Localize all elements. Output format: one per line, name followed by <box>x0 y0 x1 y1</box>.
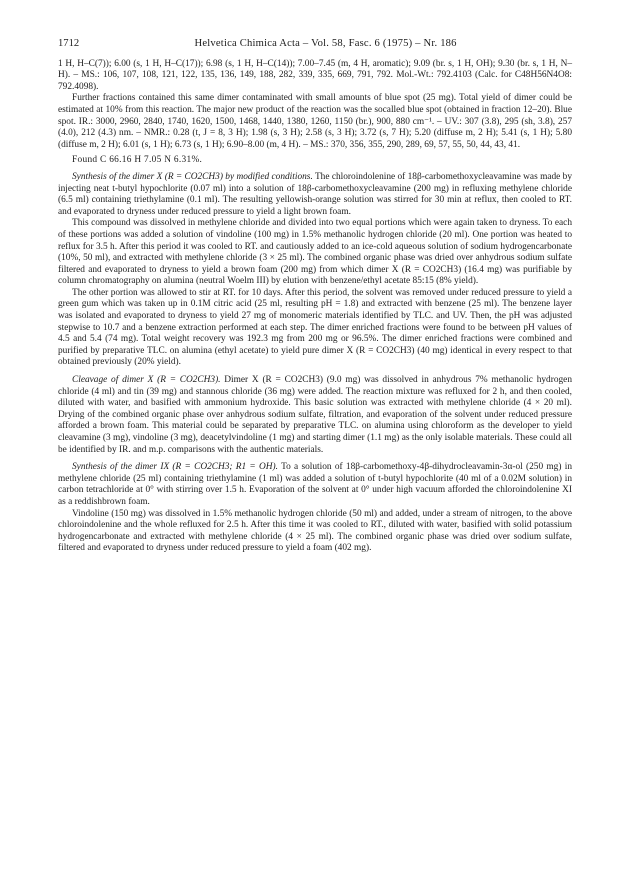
vindoline-coupling-paragraph: This compound was dissolved in methylene chloride and divided into two equal portions which were again taken to dryness. To each of these portions was added a solution of vindoline (100 mg) in 1.5% methanolic hydrogen chloride (20 ml). One portion was heated to reflux for 3.5 h. After this period it was cooled to RT. and cautiously added to an ice-cold aqueous solution of sodium hydrogencarbonate (10%, 50 ml), and extracted with methylene chloride (3 × 25 ml). The combined organic phase was dried over anhydrous sodium sulfate filtered and evaporated to dryness to yield a brown foam (200 mg) from which dimer X (R = CO2CH3) (16.4 mg) was purifiable by column chromatography on alumina (neutral Woelm III) by elution with benzene/ethyl acetate 85:15 (8% yield). <box>58 218 572 287</box>
page-number: 1712 <box>58 38 80 49</box>
paper-page <box>58 38 572 555</box>
section-heading-dimer-ix: Synthesis of the dimer IX (R = CO2CH3; R1 = OH). <box>72 462 278 473</box>
section-heading-modified-synthesis: Synthesis of the dimer X (R = CO2CH3) by modified conditions. <box>72 171 313 182</box>
vindoline-reflux-paragraph: Vindoline (150 mg) was dissolved in 1.5% methanolic hydrogen chloride (50 ml) and added, under a stream of nitrogen, to the above chloroindolenine and the whole refluxed for 2.5 h. After this time it was cooled to RT., diluted with water, basified with solid potassium hydrogencarbonate and extracted with methylene chloride (4 × 25 ml). The combined organic phase was dried over sodium sulfate, filtered and evaporated to dryness under reduced pressure to yield a foam (402 mg). <box>58 508 572 554</box>
cleavage-text: Dimer X (R = CO2CH3) (9.0 mg) was dissolved in anhydrous 7% methanolic hydrogen chloride (4 ml) and tin (39 mg) and stannous chloride (36 mg) were added. The reaction mixture was refluxed for 2 h, and then cooled, diluted with water, and basified with ammonium hydroxide. This basic solution was extracted with methylene chloride (4 × 20 ml). Drying of the combined organic phase over anhydrous sodium sulfate, filtration, and evaporation of the solvent under reduced pressure afforded a brown foam. This material could be separated by preparative TLC. on alumina using chloroform as the developer to yield cleavamine (3 mg), vindoline (3 mg), deacetylvindoline (1 mg) and starting dimer (1.1 mg) as the only isolable materials. These could all be identified by IR. and m.p. comparisons with the authentic materials. <box>58 375 573 455</box>
running-header <box>58 38 572 50</box>
modified-synthesis-text: The chloroindolenine of 18β-carbomethoxycleavamine was made by injecting neat t-butyl hypochlorite (0.07 ml) into a solution of 18β-carbomethoxycleavamine (200 mg) in refluxing methylene chloride (6.5 ml) containing triethylamine (0.1 ml). The resulting yellowish-orange solution was stirred for 30 min at reflux, then cooled to RT. and evaporated to dryness under reduced pressure to yield a light brown foam. <box>58 171 572 217</box>
dimer-ix-text: To a solution of 18β-carbomethoxy-4β-dihydrocleavamin-3α-ol (250 mg) in methylene chloride (25 ml) containing triethylamine (1 ml) was added a solution of t-butyl hypochlorite (40 ml of a 0.02M solution) in carbon tetrachloride at 0° with stirring over 1.5 h. Evaporation of the solvent at 0° under high vacuum afforded the chloroindolenine XI as a reddishbrown foam. <box>58 462 572 507</box>
second-portion-paragraph: The other portion was allowed to stir at RT. for 10 days. After this period, the solvent was removed under reduced pressure to yield a green gum which was taken up in 0.1M citric acid (25 ml, resulting pH = 1.8) and extracted with benzene (25 ml). The benzene layer was isolated and evaporated to dryness to yield 27 mg of monomeric materials identified by TLC. and UV. Then, the pH was adjusted stepwise to 10.7 and a benzene extraction performed at each step. The dimer enriched fractions were found to be between pH values of 4.5 and 5.4 (74 mg). Total weight recovery was 192.3 mg from 200 mg or 96.5%. The dimer enriched fractions were combined and purified by preparative TLC. on alumina (ethyl acetate) to yield pure dimer X (R = CO2CH3) (40 mg) identical in every respect to that obtained previously (20% yield). <box>58 287 572 368</box>
nmr-ms-data-paragraph: 1 H, H–C(7)); 6.00 (s, 1 H, H–C(17)); 6.98 (s, 1 H, H–C(14)); 7.00–7.45 (m, 4 H, aromatic); 9.09 (br. s, 1 H, OH); 9.30 (br. s, 1 H, N–H). – MS.: 106, 107, 108, 121, 122, 135, 136, 149, 188, 282, 339, 335, 669, 791, 792. Mol.-Wt.: 792.4103 (Calc. for C48H56N4O8: 792.4098). <box>58 58 572 92</box>
journal-title: Helvetica Chimica Acta – Vol. 58, Fasc. 6 (1975) – Nr. 186 <box>194 38 457 49</box>
cleavage-paragraph <box>58 375 572 456</box>
modified-synthesis-paragraph <box>58 172 572 218</box>
section-heading-cleavage: Cleavage of dimer X (R = CO2CH3). <box>72 375 221 386</box>
dimer-ix-paragraph <box>58 462 572 508</box>
blue-spot-paragraph: Further fractions contained this same dimer contaminated with small amounts of blue spot (25 mg). Total yield of dimer could be estimated at 10% from this reaction. The major new product of the reaction was the socalled blue spot (obtained in fraction 12–20). Blue spot. IR.: 3000, 2960, 2840, 1740, 1620, 1500, 1468, 1440, 1380, 1260, 1150 (br.), 900, 880 cm⁻¹. – UV.: 307 (3.8), 295 (sh, 3.8), 257 (4.0), 212 (4.3) nm. – NMR.: 0.28 (t, J = 8, 3 H); 1.98 (s, 3 H); 2.58 (s, 3 H); 3.72 (s, 7 H); 5.20 (diffuse m, 2 H); 5.41 (s, 1 H); 5.80 (diffuse m, 2 H); 6.01 (s, 1 H); 6.73 (s, 1 H); 6.90–8.00 (m, 4 H). – MS.: 370, 356, 355, 290, 289, 69, 57, 55, 50, 44, 43, 41. <box>58 93 572 150</box>
elemental-analysis: Found C 66.16 H 7.05 N 6.31%. <box>72 155 203 166</box>
